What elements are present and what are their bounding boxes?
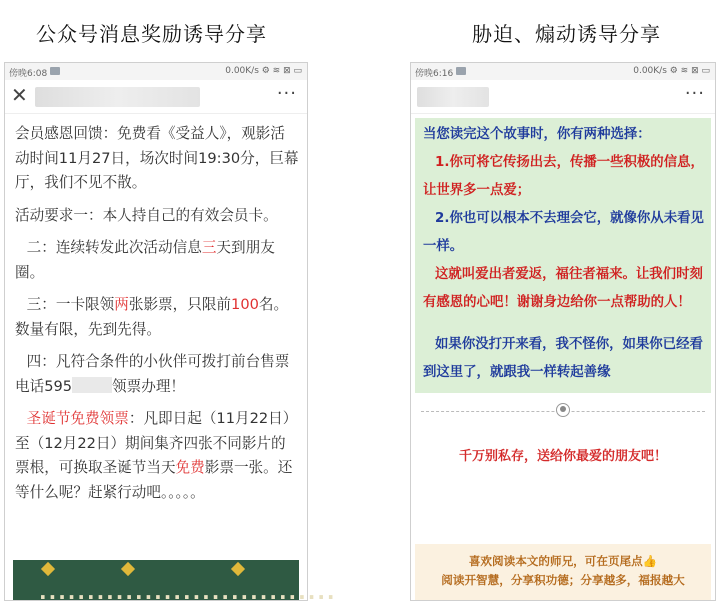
more-menu-button[interactable]: ··· — [276, 83, 297, 104]
bunting-icon — [41, 562, 55, 576]
close-icon[interactable]: ✕ — [11, 83, 28, 107]
choice-option-2: 2.你也可以根本不去理会它，就像你从未看见一样。 — [423, 211, 704, 254]
blurred-phone-number — [72, 377, 112, 393]
highlight-100: 100 — [231, 296, 259, 313]
more-menu-button[interactable]: ··· — [684, 83, 705, 104]
choice-intro: 当您读完这个故事时，你有两种选择： — [423, 127, 651, 142]
status-time: 傍晚6:16 — [415, 69, 454, 79]
karma-paragraph: 这就叫爱出者爱返，福往者福来。让我们时刻有感恩的心吧！谢谢身边给你一点帮助的人！ — [423, 267, 703, 310]
bunting-icon — [231, 562, 245, 576]
status-indicators: 0.00K/s ⚙ ≋ ⊠ ▭ — [633, 66, 710, 76]
highlighted-message-box — [415, 118, 711, 393]
notification-icon — [456, 67, 466, 75]
article-navbar — [411, 80, 715, 114]
crown-icon — [121, 562, 135, 576]
footer-line-1: 喜欢阅读本文的师兄，可在页尾点👍 — [468, 554, 658, 568]
share-prompt: 千万别私存，送给你最爱的朋友吧！ — [458, 449, 667, 464]
author-divider — [421, 399, 705, 423]
caption-left: 公众号消息奖励诱导分享 — [36, 22, 267, 46]
highlight-days: 三 — [201, 239, 217, 256]
choice-option-1: 1.你可将它传扬出去，传播一些积极的信息，让世界多一点爱； — [423, 155, 704, 198]
paragraph-christmas: 圣诞节免费领票：凡即日起（11月22日）至（12月22日）期间集齐四张不同影片的票根，可换取圣诞节当天免费影票一张。还等什么呢？赶紧行动吧。。。。。 — [15, 410, 298, 501]
paragraph-intro: 会员感恩回馈：免费看《受益人》，观影活动时间11月27日，场次时间19:30分，巨幕厅，我们不见不散。 — [15, 125, 299, 191]
right-phone-screenshot — [410, 62, 716, 601]
left-phone-screenshot — [4, 62, 337, 604]
closing-paragraph: 如果你没打开来看，我不怪你，如果你已经看到这里了，就跟我一样转起善缘 — [423, 337, 703, 380]
caption-right: 胁迫、煽动诱导分享 — [472, 22, 661, 46]
blurred-title — [35, 87, 200, 107]
promo-banner-image — [13, 560, 337, 604]
status-bar — [411, 63, 715, 80]
paragraph-rule-1: 活动要求一：本人持自己的有效会员卡。 — [15, 206, 278, 224]
paragraph-rule-4: 四：凡符合条件的小伙伴可拨打前台售票电话595 领票办理！ — [15, 353, 290, 395]
notification-icon — [50, 67, 60, 75]
footer-line-2: 阅读开智慧，分享积功德；分享越多，福报越大 — [441, 573, 685, 587]
paragraph-rule-2: 二：连续转发此次活动信息三天到朋友圈。 — [15, 239, 275, 281]
highlight-christmas: 圣诞节免费领票 — [26, 410, 129, 427]
footer-share-box — [415, 544, 711, 600]
highlight-free: 免费 — [175, 459, 205, 476]
status-bar — [5, 63, 307, 80]
highlight-two: 两 — [114, 296, 129, 313]
article-body — [5, 114, 307, 505]
status-time: 傍晚6:08 — [9, 69, 48, 79]
avatar-icon — [556, 403, 570, 417]
banner-text: ............................... — [39, 580, 337, 604]
article-navbar — [5, 80, 307, 114]
paragraph-rule-3: 三：一卡限领两张影票，只限前100名。数量有限，先到先得。 — [15, 296, 289, 338]
status-indicators: 0.00K/s ⚙ ≋ ⊠ ▭ — [225, 66, 302, 76]
blurred-title — [417, 87, 489, 107]
